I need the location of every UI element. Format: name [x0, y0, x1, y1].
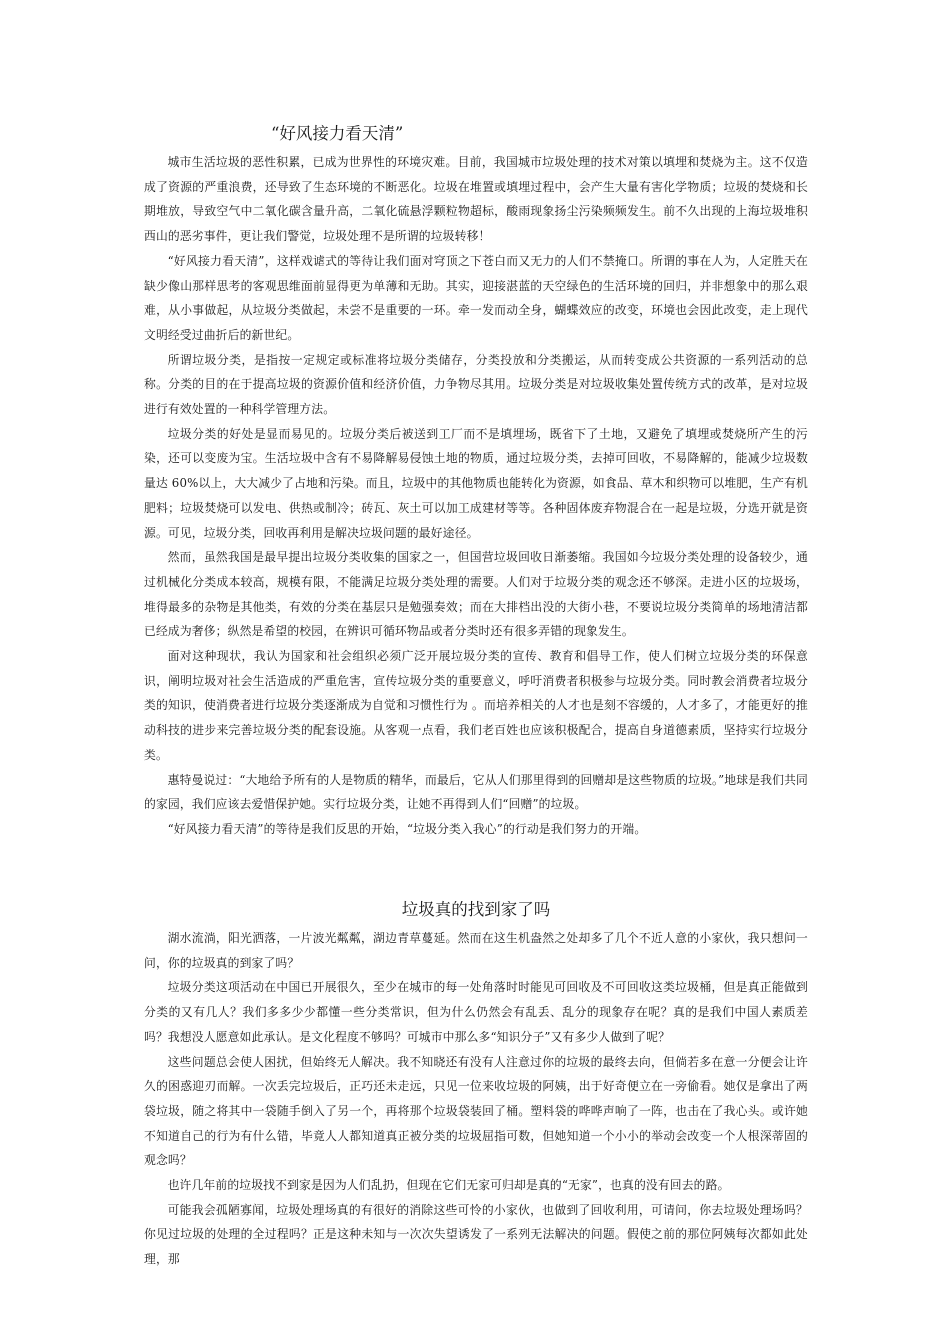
paragraph: 城市生活垃圾的恶性积累，已成为世界性的环境灾难。目前，我国城市垃圾处理的技术对策以填埋和焚烧为主。这不仅造成了资源的严重浪费，还导致了生态环境的不断恶化。垃圾在堆置或填埋过程中，会产生大量有害化学物质；垃圾的焚烧和长期堆放，导致空气中二氧化碳含量升高，二氧化硫悬浮颗粒物超标，酸雨现象扬尘污染频频发生。前不久出现的上海垃圾堆积西山的恶劣事件，更让我们警觉，垃圾处理不是所谓的垃圾转移！ [144, 155, 808, 244]
paragraph: 面对这种现状，我认为国家和社会组织必须广泛开展垃圾分类的宣传、教育和倡导工作，使人们树立垃圾分类的环保意识，阐明垃圾对社会生活造成的严重危害，宣传垃圾分类的重要意义，呼吁消费者积极参与垃圾分类。同时教会消费者垃圾分类的知识，使消费者进行垃圾分类逐渐成为自觉和习惯性行为 。而培养相关的人才也是刻不容缓的，人才多了，才能更好的推动科技的进步来完善垃圾分类的配套设施。从客观一点看，我们老百姓也应该积极配合，提高自身道德素质，坚持实行垃圾分类。 [144, 649, 808, 762]
paragraph: 垃圾分类的好处是显而易见的。垃圾分类后被送到工厂而不是填埋场，既省下了土地，又避免了填埋或焚烧所产生的污染，还可以变废为宝。生活垃圾中含有不易降解易侵蚀土地的物质，通过垃圾分类，去掉可回收，不易降解的，能减少垃圾数量达 60%以上，大大减少了占地和污染。而且，垃圾中的其他物质也能转化为资源，如食品、草木和织物可以堆肥，生产有机肥料；垃圾焚烧可以发电、供热或制冷；砖瓦、灰土可以加工成建材等等。各种固体废弃物混合在一起是垃圾，分选开就是资源。可见，垃圾分类，回收再利用是解决垃圾问题的最好途径。 [144, 426, 808, 540]
article-haofeng [144, 122, 808, 842]
paragraph: “好风接力看天清”，这样戏谑式的等待让我们面对穹顶之下苍白而又无力的人们不禁掩口。所谓的事在人为，人定胜天在缺少像山那样思考的客观思维面前显得更为单薄和无助。其实，迎接湛蓝的天空绿色的生活环境的回归，并非想象中的那么艰难，从小事做起，从垃圾分类做起，未尝不是重要的一环。牵一发而动全身，蝴蝶效应的改变，环境也会因此改变，走上现代文明经受过曲折后的新世纪。 [144, 253, 808, 342]
paragraph: 这些问题总会使人困扰，但始终无人解决。我不知晓还有没有人注意过你的垃圾的最终去向，但倘若多在意一分便会让许久的困惑迎刃而解。一次丢完垃圾后，正巧还未走远，只见一位来收垃圾的阿姨，出于好奇便立在一旁偷看。她仅是拿出了两袋垃圾，随之将其中一袋随手倒入了另一个，再将那个垃圾袋装回了桶。塑料袋的哗哗声响了一阵，也击在了我心头。或许她不知道自己的行为有什么错，毕竟人人都知道真正被分类的垃圾屈指可数，但她知道一个小小的举动会改变一个人根深蒂固的观念吗？ [144, 1054, 808, 1168]
paragraph: 然而，虽然我国是最早提出垃圾分类收集的国家之一，但国营垃圾回收日渐萎缩。我国如今垃圾分类处理的设备较少，通过机械化分类成本较高，规模有限，不能满足垃圾分类处理的需要。人们对于垃圾分类的观念还不够深。走进小区的垃圾场，堆得最多的杂物是其他类，有效的分类在基层只是勉强奏效；而在大排档出没的大街小巷，不要说垃圾分类简单的场地清洁都已经成为奢侈；纵然是希望的校园，在辨识可循环物品或者分类时还有很多弄错的现象发生。 [144, 550, 808, 639]
article-title: “好风接力看天清” [271, 124, 404, 143]
article-lajizhaodaojia [144, 898, 808, 1272]
paragraph: 垃圾分类这项活动在中国已开展很久，至少在城市的每一处角落时时能见可回收及不可回收这类垃圾桶，但是真正能做到分类的又有几人？我们多多少少都懂一些分类常识，但为什么仍然会有乱丢、乱分的现象存在呢？真的是我们中国人素质差吗？我想没人愿意如此承认。是文化程度不够吗？可城市中那么多“知识分子”又有多少人做到了呢？ [144, 980, 808, 1044]
paragraph: 可能我会孤陋寡闻，垃圾处理场真的有很好的消除这些可怜的小家伙，也做到了回收利用，可请问，你去垃圾处理场吗？你见过垃圾的处理的全过程吗？正是这种未知与一次次失望诱发了一系列无法解决的问题。假使之前的那位阿姨每次都如此处理，那 [144, 1202, 808, 1267]
paragraph: 所谓垃圾分类，是指按一定规定或标准将垃圾分类储存，分类投放和分类搬运，从而转变成公共资源的一系列活动的总称。分类的目的在于提高垃圾的资源价值和经济价值，力争物尽其用。垃圾分类是对垃圾收集处置传统方式的改革，是对垃圾进行有效处置的一种科学管理方法。 [144, 352, 808, 417]
article-title: 垃圾真的找到家了吗 [401, 900, 551, 919]
paragraph: 惠特曼说过：“大地给予所有的人是物质的精华，而最后，它从人们那里得到的回赠却是这些物质的垃圾。”地球是我们共同的家园，我们应该去爱惜保护她。实行垃圾分类，让她不再得到人们“回赠”的垃圾。 [144, 772, 808, 812]
paragraph: 也许几年前的垃圾找不到家是因为人们乱扔，但现在它们无家可归却是真的“无家”，也真的没有回去的路。 [167, 1178, 730, 1193]
paragraph: “好风接力看天清”的等待是我们反思的开始，“垃圾分类入我心”的行动是我们努力的开端。 [167, 821, 647, 836]
paragraph: 湖水流淌，阳光洒落，一片波光粼粼，湖边青草蔓延。然而在这生机盎然之处却多了几个不近人意的小家伙，我只想问一问，你的垃圾真的到家了吗？ [144, 931, 808, 970]
